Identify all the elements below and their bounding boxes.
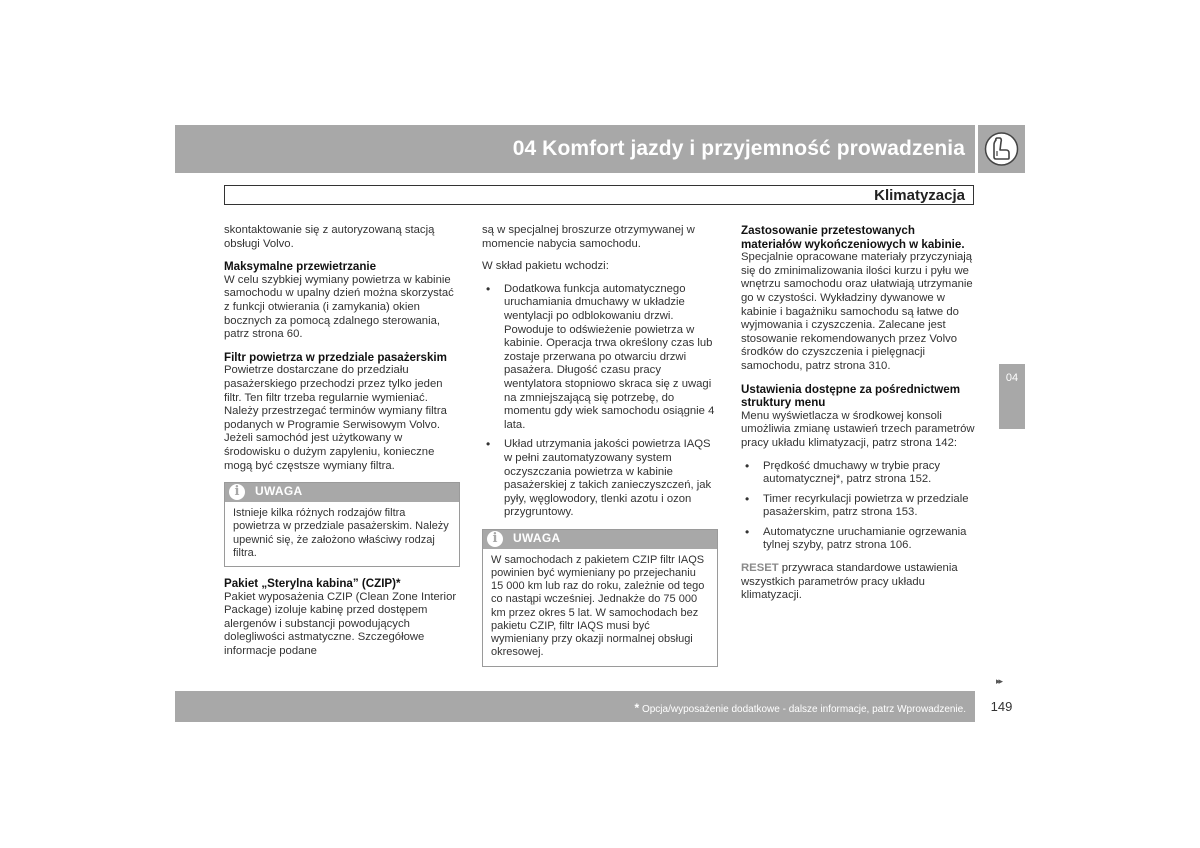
chapter-icon-box <box>978 125 1025 173</box>
list-item: • Dodatkowa funkcja automatycznego uruchamiania dmuchawy w układzie wentylacji po odblokowaniu drzwi. Powoduje to odświeżenie powietrza w kabinie. Operacja trwa określony czas lub zostaje przerwana po otwarciu drzwi pasażera. Długość czasu pracy wentylatora stopniowo skraca się z uwagi na zmniejszającą się potrzebę, do momentu gdy wiek samochodu osiągnie 4 lata. <box>482 283 718 433</box>
page-number: 149 <box>990 699 1013 714</box>
list-item: • Prędkość dmuchawy w trybie pracy automatycznej*, patrz strona 152. <box>741 460 977 487</box>
column-3 <box>741 224 977 612</box>
heading-czip: Pakiet „Sterylna kabina” (CZIP)* <box>224 576 401 590</box>
note-text: Istnieje kilka różnych rodzajów filtra powietrza w przedziale pasażerskim. Należy upewnić się, że założono właściwy rodzaj filtra. <box>233 507 449 559</box>
list-item: • Timer recyrkulacji powietrza w przedziale pasażerskim, patrz strona 153. <box>741 493 977 520</box>
reset-text: przywraca standardowe ustawienia wszystkich parametrów pracy układu klimatyzacji. <box>741 562 958 602</box>
heading-max-ventilation: Maksymalne przewietrzanie <box>224 260 377 274</box>
footnote-text: Opcja/wyposażenie dodatkowe - dalsze informacje, patrz Wprowadzenie. <box>639 704 966 715</box>
note-label: UWAGA <box>255 484 303 499</box>
note-box <box>224 482 460 567</box>
bullet-list <box>741 460 977 554</box>
reset-paragraph <box>741 562 977 603</box>
side-tab-label: 04 <box>1005 372 1019 384</box>
paragraph: Menu wyświetlacza w środkowej konsoli umożliwia zmianę ustawień trzech parametrów pracy układu klimatyzacji, patrz strona 142: <box>741 409 975 449</box>
reset-key-label: RESET <box>741 562 779 575</box>
list-item: • Układ utrzymania jakości powietrza IAQS w pełni zautomatyzowany system oczyszczania powietrza w kabinie pasażerskiej z takich zanieczyszczeń, jak pyły, węglowodory, tlenki azotu i ozon przygruntowy. <box>482 438 718 520</box>
note-label: UWAGA <box>513 530 561 545</box>
paragraph: skontaktowanie się z autoryzowaną stacją obsługi Volvo. <box>224 224 435 250</box>
heading-air-filter: Filtr powietrza w przedziale pasażerskim <box>224 350 447 364</box>
chapter-header <box>175 125 975 173</box>
paragraph: W skład pakietu wchodzi: <box>482 260 609 273</box>
bullet-list <box>482 283 718 520</box>
info-icon: i <box>487 531 503 547</box>
heading-menu-settings: Ustawienia dostępne za pośrednictwem struktury menu <box>741 382 961 410</box>
list-item: • Automatyczne uruchamianie ogrzewania tylnej szyby, patrz strona 106. <box>741 526 977 553</box>
note-header <box>225 483 459 502</box>
chapter-title: 04 Komfort jazdy i przyjemność prowadzenia <box>512 137 965 160</box>
footnote-star: * <box>634 701 640 715</box>
footnote <box>635 701 967 715</box>
heading-materials: Zastosowanie przetestowanych materiałów wykończeniowych w kabinie. <box>741 224 965 251</box>
note-header <box>483 530 717 549</box>
chapter-side-tab <box>999 364 1025 429</box>
footer-band <box>175 691 975 722</box>
column-1 <box>224 224 460 667</box>
car-seat-icon <box>984 131 1019 167</box>
section-title: Klimatyzacja <box>874 187 965 204</box>
continue-arrow-icon: ▸▸ <box>996 676 1002 686</box>
paragraph: Pakiet wyposażenia CZIP (Clean Zone Interior Package) izoluje kabinę przed dostępem alergenów i substancji powodujących dolegliwości astmatyczne. Szczegółowe informacje podane <box>224 590 457 657</box>
paragraph: Powietrze dostarczane do przedziału pasażerskiego przechodzi przez tylko jeden filtr. Ten filtr trzeba regularnie wymieniać. Należy przestrzegać terminów wymiany filtra podanych w Programie Serwisowym Volvo. Jeżeli samochód jest użytkowany w środowisku o dużym zapyleniu, konieczne mogą być częstsze wymiany filtra. <box>224 364 447 472</box>
note-box <box>482 529 718 667</box>
paragraph: są w specjalnej broszurze otrzymywanej w momencie nabycia samochodu. <box>482 224 695 250</box>
paragraph: Specjalnie opracowane materiały przyczyniają się do zminimalizowania ilości kurzu i pyłu we wnętrzu samochodu oraz ułatwiają utrzymanie go w czystości. Wykładziny dywanowe w kabinie i bagażniku samochodu są łatwe do wyjmowania i czyszczenia. Zalecane jest stosowanie rekomendowanych przez Volvo środków do czyszczenia i pielęgnacji samochodu, patrz strona 310. <box>741 251 973 372</box>
column-2 <box>482 224 718 677</box>
paragraph: W celu szybkiej wymiany powietrza w kabinie samochodu w upalny dzień można skorzystać z funkcji otwierania (i zamykania) okien bocznych za pomocą zdalnego sterowania, patrz strona 60. <box>224 273 454 341</box>
info-icon: i <box>229 484 245 500</box>
section-bar <box>224 185 974 205</box>
note-text: W samochodach z pakietem CZIP filtr IAQS powinien być wymieniany po przejechaniu 15 000 km lub raz do roku, zależnie od tego co nastąpi wcześniej. Jednakże do 75 000 km przez okres 5 lat. W samochodach bez pakietu CZIP, filtr IAQS musi być wymieniany przy okazji normalnej obsługi okresowej. <box>491 553 705 659</box>
